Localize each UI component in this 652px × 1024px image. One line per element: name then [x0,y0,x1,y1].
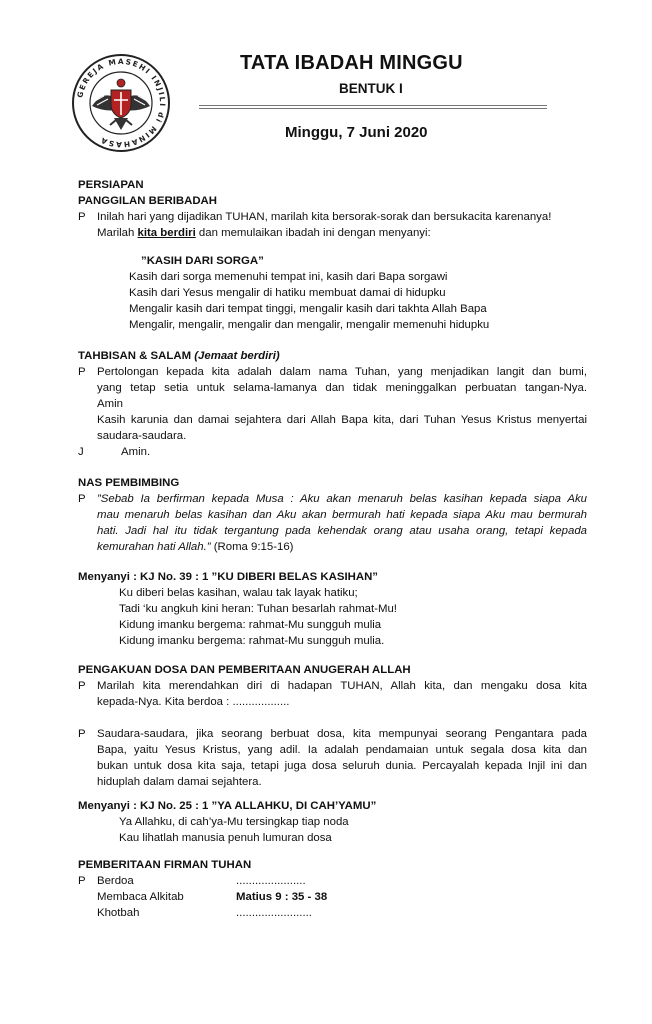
section-heading-tahbisan: TAHBISAN & SALAM (Jemaat berdiri) [78,350,280,362]
anugerah-line-last: hiduplah dalam damai sejahtera. [97,776,262,788]
section-heading-nas: NAS PEMBIMBING [78,477,180,489]
speaker-marker: P [78,366,86,378]
header-divider-top [199,105,547,106]
song-line: Mengalir kasih dari tempat tinggi, mengalir kasih dari takhta Allah Bapa [129,303,487,315]
section-heading-panggilan: PANGGILAN BERIBADAH [78,195,218,207]
song-line: Kasih dari Yesus mengalir di hatiku membuat damai di hidupku [129,287,446,299]
church-logo [70,52,172,156]
song-line: Ku diberi belas kasihan, walau tak layak hatiku; [119,587,358,599]
salam-line: Kasih karunia dan damai sejahtera dari Allah Bapa kita, dari Tuhan Yesus Kristus menyertai [97,414,587,426]
song-line: Kau lihatlah manusia penuh lumuran dosa [119,832,332,844]
panggilan-line-2: Marilah kita berdiri dan memulaikan ibadah ini dengan menyanyi: [97,227,431,239]
speaker-marker: P [78,875,86,887]
nas-line: hati. Jadi hal itu tidak tergantung pada kehendak orang atau usaha orang, tetapi kepada [97,525,587,537]
bible-reference: (Roma 9:15-16) [210,541,294,553]
tahbisan-line: Pertolongan kepada kita adalah dalam nama Tuhan, yang menjadikan langit dan bumi, [97,366,587,378]
speaker-marker: P [78,211,86,223]
song-line: Ya Allahku, di cah’ya-Mu tersingkap tiap noda [119,816,349,828]
firman-row-label: Khotbah [97,907,140,919]
song-title-kasih: ”KASIH DARI SORGA” [141,255,264,267]
salam-line-last: saudara-saudara. [97,430,187,442]
song-line: Kidung imanku bergema: rahmat-Mu sungguh mulia. [119,635,385,647]
nas-line-last: kemurahan hati Allah.” (Roma 9:15-16) [97,541,294,553]
song-line: Tadi ‘ku angkuh kini heran: Tuhan besarlah rahmat-Mu! [119,603,397,615]
firman-row-label: Berdoa [97,875,134,887]
header-divider-bottom [199,108,547,109]
song-line: Kasih dari sorga memenuhi tempat ini, kasih dari Bapa sorgawi [129,271,448,283]
song-line: Kidung imanku bergema: rahmat-Mu sungguh mulia [119,619,382,631]
speaker-marker: P [78,680,86,692]
speaker-marker: P [78,728,86,740]
pengakuan-line: Marilah kita merendahkan diri di hadapan TUHAN, Allah kita, dan mengaku dosa kita [97,680,587,692]
firman-row-label: Membaca Alkitab [97,891,184,903]
song-heading-kj25: Menyanyi : KJ No. 25 : 1 ”YA ALLAHKU, DI CAH’YAMU” [78,800,377,812]
page-subtitle: BENTUK I [339,81,403,96]
nas-line: ”Sebab Ia berfirman kepada Musa : Aku akan menaruh belas kasihan kepada siapa Aku [97,493,587,505]
page-title: TATA IBADAH MINGGU [240,52,463,74]
scripture-reading: Matius 9 : 35 - 38 [236,891,328,903]
song-heading-kj39: Menyanyi : KJ No. 39 : 1 ”KU DIBERI BELAS KASIHAN” [78,571,378,583]
firman-row-value: ...................... [236,875,306,887]
anugerah-line: bukan untuk dosa kita saja, tetapi juga dosa seluruh dunia. Percayalah kepada Injil ini dan [97,760,587,772]
speaker-marker-congregation: J [78,446,84,458]
nas-line: mau menaruh belas kasihan dan Aku akan bermurah hati kepada siapa Aku mau bermurah [97,509,587,521]
speaker-marker: P [78,493,86,505]
stand-instruction: kita berdiri [137,227,196,239]
church-seal-emblem [70,52,172,156]
panggilan-line-1: Inilah hari yang dijadikan TUHAN, marilah kita bersorak-sorak dan bersukacita karenanya! [97,211,552,223]
firman-row-value: ........................ [236,907,312,919]
svg-text:GEREJA MASEHI INJILI di MINAHA: GEREJA MASEHI INJILI di MINAHASA [75,56,168,150]
anugerah-line: Bapa, yaitu Yesus Kristus, yang adil. Ia adalah pendamaian untuk segala dosa kita dan [97,744,587,756]
song-line: Mengalir, mengalir, mengalir dan mengalir, mengalir memenuhi hidupku [129,319,490,331]
amin-response: Amin. [121,446,151,458]
tahbisan-line: yang tetap setia untuk selama-lamanya dan tidak meninggalkan perbuatan tangan-Nya. [97,382,587,394]
amin-line: Amin [97,398,123,410]
service-date: Minggu, 7 Juni 2020 [285,124,428,141]
section-heading-persiapan: PERSIAPAN [78,179,144,191]
section-heading-pengakuan: PENGAKUAN DOSA DAN PEMBERITAAN ANUGERAH ALLAH [78,664,411,676]
anugerah-line: Saudara-saudara, jika seorang berbuat dosa, kita mempunyai seorang Pengantara pada [97,728,587,740]
section-heading-firman: PEMBERITAAN FIRMAN TUHAN [78,859,252,871]
pengakuan-line-last: kepada-Nya. Kita berdoa : .................. [97,696,290,708]
